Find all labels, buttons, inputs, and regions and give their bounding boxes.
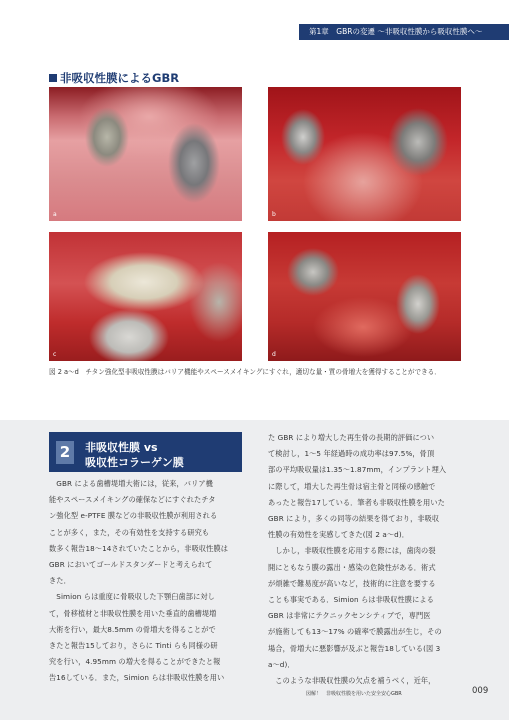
body-line: が煩雑で難易度が高いなど，技術的に注意を要する bbox=[268, 578, 436, 588]
body-line: GBR による歯槽堤増大術には，従来，バリア機 bbox=[49, 479, 213, 488]
body-line: このような非吸収性膜の欠点を補うべく，近年， bbox=[268, 676, 436, 686]
clinical-photo-d bbox=[268, 232, 461, 361]
photo-label: d bbox=[272, 351, 276, 358]
footer-book-title: 図解！ 非吸収性膜を用いた安全安心GBR bbox=[306, 691, 402, 697]
section-title bbox=[49, 70, 179, 86]
body-line: が施術しても13〜17% の確率で膜露出が生じ，その bbox=[268, 627, 442, 637]
subsection-title-line1: 非吸収性膜 vs bbox=[85, 441, 158, 454]
body-line: 大術を行い，最大8.5mm の骨増大を得ることがで bbox=[49, 624, 216, 634]
body-line: Simion らは重度に骨吸収した下顎臼歯部に対し bbox=[49, 592, 215, 602]
subsection-title-line2: 吸収性コラーゲン膜 bbox=[85, 456, 184, 469]
chapter-tab: 第1章 GBRの変遷 〜非吸収性膜から吸収性膜へ〜 bbox=[299, 24, 509, 40]
body-line: 開にともなう膜の露出・感染の危険性がある．術式 bbox=[268, 562, 436, 572]
subsection-number: 2 bbox=[56, 441, 74, 464]
body-line: て検討し，1〜5 年経過時の成功率は97.5%，骨頂 bbox=[268, 449, 435, 459]
body-column-left bbox=[49, 476, 245, 687]
page-header bbox=[0, 0, 509, 38]
body-line: しかし，非吸収性膜を応用する際には，歯肉の裂 bbox=[268, 546, 436, 556]
clinical-photo-c bbox=[49, 232, 242, 361]
body-line: 部の平均吸収量は1.35〜1.87mm，インプラント埋入 bbox=[268, 465, 447, 475]
body-line: GBR においてゴールドスタンダードと考えられて bbox=[49, 560, 213, 570]
body-line: きた． bbox=[49, 576, 71, 586]
body-line: 場合，骨増大に悪影響が及ぶと報告18している(図 3 bbox=[268, 643, 441, 653]
body-line: た GBR により増大した再生骨の長期的評価につい bbox=[268, 433, 435, 442]
body-line: ン強化型 e-PTFE 膜などの非吸収性膜が利用される bbox=[49, 511, 218, 521]
body-line: ことが多く，また，その有効性を支持する研究も bbox=[49, 527, 210, 537]
clinical-photo-b bbox=[268, 87, 461, 221]
body-column-right bbox=[268, 430, 464, 689]
body-line: 能やスペースメイキングの確保などにすぐれたチタ bbox=[49, 495, 216, 505]
clinical-photo-a bbox=[49, 87, 242, 221]
subsection-heading bbox=[49, 432, 242, 472]
body-line: 告16している．また，Simion らは非吸収性膜を用い bbox=[49, 673, 225, 683]
body-line: に際して，増大した再生骨は宿主骨と同様の感触で bbox=[268, 481, 436, 491]
body-line: 究を行い，4.95mm の増大を得ることができたと報 bbox=[49, 657, 221, 667]
body-line: て，骨移植材と非吸収性膜を用いた垂直的歯槽堤増 bbox=[49, 608, 217, 618]
page-number: 009 bbox=[472, 686, 489, 696]
body-line: 数多く報告18〜14されていたことから，非吸収性膜は bbox=[49, 543, 229, 553]
body-line: GBR により，多くの同等の結果を得ており，非吸収 bbox=[268, 514, 440, 524]
body-line: GBR は非常にテクニックセンシティブで，専門医 bbox=[268, 611, 431, 621]
photo-label: b bbox=[272, 211, 276, 218]
photo-label: a bbox=[53, 211, 57, 218]
body-line: a〜d)． bbox=[268, 659, 295, 669]
square-bullet-icon bbox=[49, 74, 57, 82]
section-title-text: 非吸収性膜によるGBR bbox=[60, 71, 180, 85]
photo-label: c bbox=[53, 351, 57, 358]
body-line: あったと報告17している．筆者も非吸収性膜を用いた bbox=[268, 497, 445, 507]
body-line: ことも事実である．Simion らは非吸収性膜による bbox=[268, 595, 434, 605]
body-line: きたと報告15しており，さらに Tinti らも同様の研 bbox=[49, 641, 218, 651]
body-line: 性膜の有効性を実感してきた(図 2 a〜d)． bbox=[268, 530, 410, 540]
figure-caption: 図 2 a〜d チタン強化型非吸収性膜はバリア機能やスペースメイキングにすぐれ，適切な量・質の骨増大を獲得することができる． bbox=[49, 368, 441, 376]
